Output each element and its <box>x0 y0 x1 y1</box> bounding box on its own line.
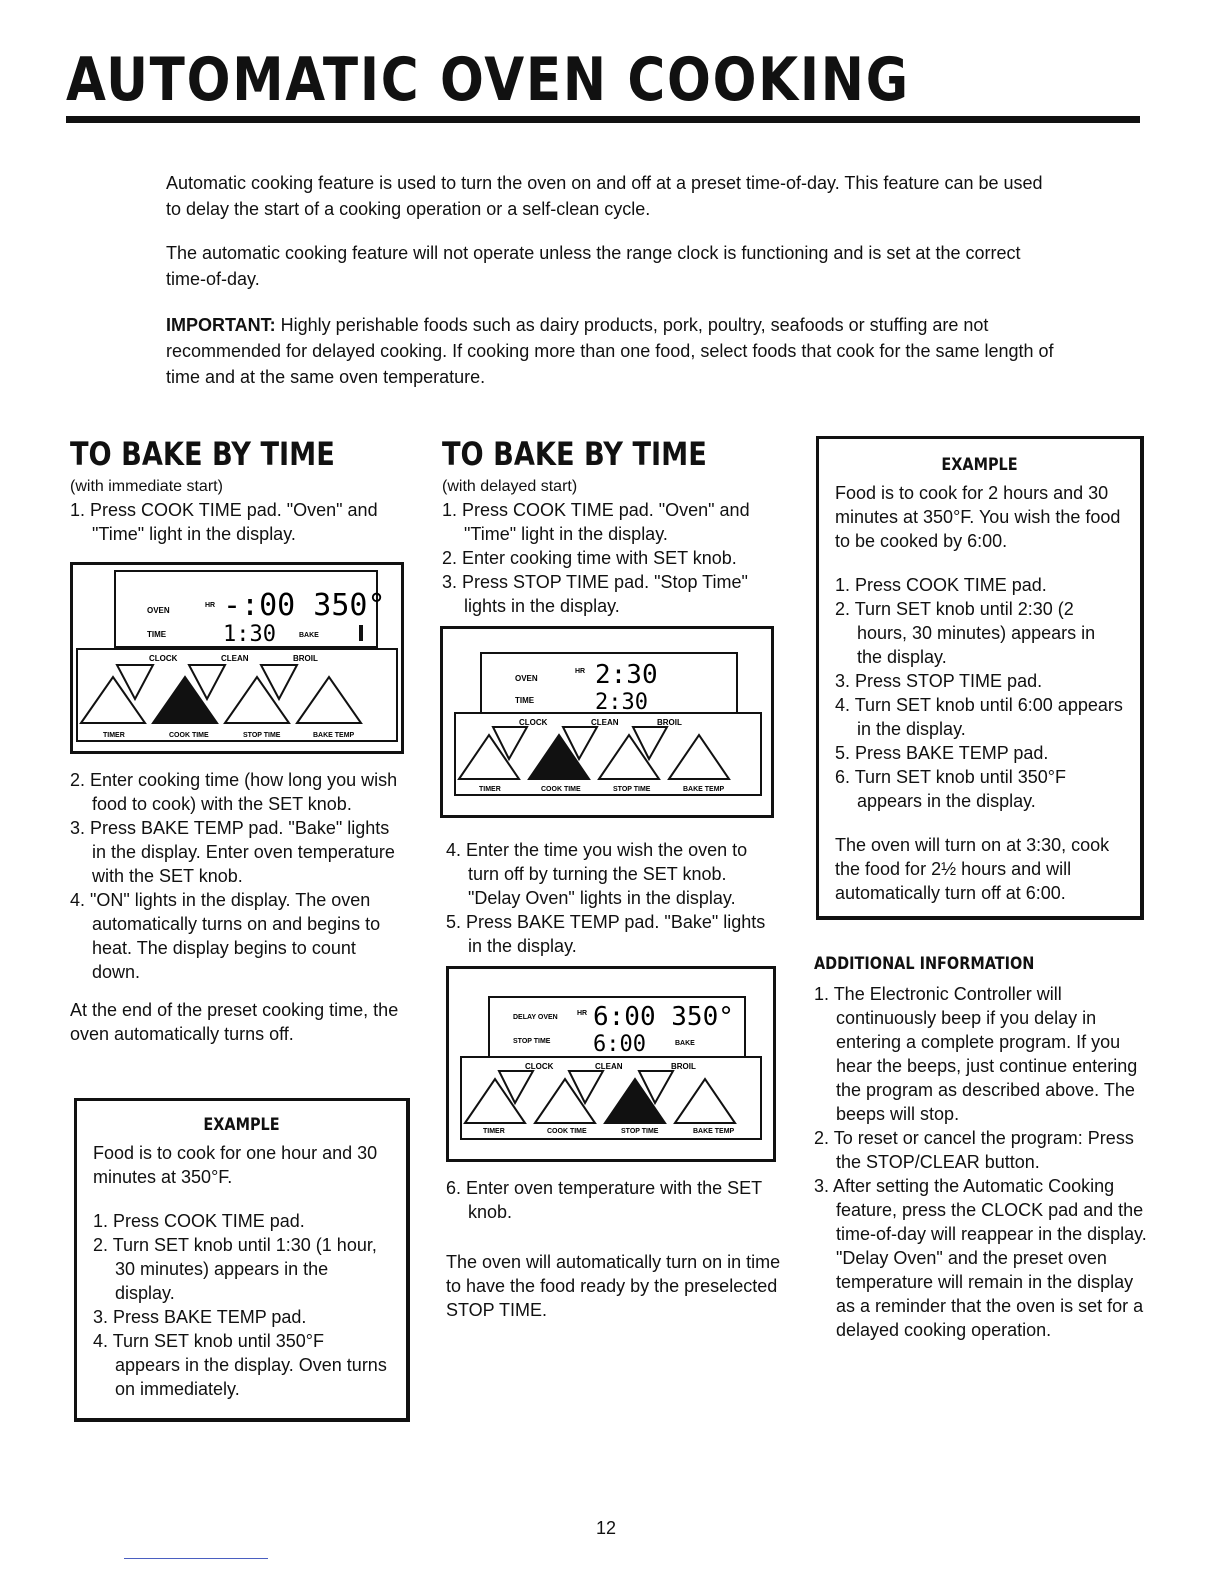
section-heading: TO BAKE BY TIME <box>442 435 707 473</box>
control-panel-graphic <box>73 565 401 751</box>
key-label-timer: TIMER <box>479 786 501 793</box>
control-panel-graphic <box>449 969 773 1159</box>
bake-label: BAKE <box>299 632 319 639</box>
status-time-label: TIME <box>515 696 535 705</box>
example-box-delayed <box>816 436 1144 920</box>
additional-item: 3. After setting the Automatic Cooking feature, press the CLOCK pad and the time-of-day will reappear in the display. "Delay Oven" and the preset oven temperature will remain in the display as a reminder that the oven is set for a delayed cooking operation. <box>814 1176 1147 1340</box>
display-digits-top: 6:00 350° <box>593 1002 734 1032</box>
key-label-broil: BROIL <box>657 718 682 727</box>
key-label-cook-time: COOK TIME <box>541 786 581 793</box>
control-panel-diagram-3 <box>446 966 776 1162</box>
display-digits-bottom: 2:30 <box>595 690 648 715</box>
step-item: 2. Enter cooking time (how long you wish food to cook) with the SET knob. <box>70 770 398 814</box>
footer-line <box>124 1558 268 1559</box>
key-label-bake-temp: BAKE TEMP <box>683 786 725 793</box>
closing-paragraph: At the end of the preset cooking time, the oven automatically turns off. <box>70 1000 399 1044</box>
step-item: 2. Enter cooking time with SET knob. <box>442 548 737 568</box>
example-box-immediate <box>74 1098 410 1422</box>
closing-paragraph: The oven will automatically turn on in time to have the food ready by the preselected STOP TIME. <box>446 1252 781 1320</box>
additional-heading: ADDITIONAL INFORMATION <box>814 954 1035 974</box>
example-step: 6. Turn SET knob until 350°F appears in the display. <box>835 767 1066 811</box>
example-step: 3. Press STOP TIME pad. <box>835 671 1043 691</box>
example-step: 1. Press COOK TIME pad. <box>93 1211 305 1231</box>
key-label-clock: CLOCK <box>525 1062 554 1071</box>
example-step: 3. Press BAKE TEMP pad. <box>93 1307 307 1327</box>
intro-paragraph-2: The automatic cooking feature will not operate unless the range clock is functioning and is set at the correct time-of-day. <box>166 243 1021 289</box>
hr-label: HR <box>575 668 586 675</box>
example-step: 4. Turn SET knob until 350°F appears in the display. Oven turns on immediately. <box>93 1331 387 1399</box>
additional-information <box>814 952 1148 1342</box>
additional-item: 2. To reset or cancel the program: Press the STOP/CLEAR button. <box>814 1128 1134 1172</box>
title-rule <box>66 116 1140 123</box>
page-number: 12 <box>596 1518 617 1538</box>
key-bake-temp <box>675 1079 735 1123</box>
step-item: 1. Press COOK TIME pad. "Oven" and "Time" light in the display. <box>442 500 750 544</box>
key-label-stop-time: STOP TIME <box>613 786 651 793</box>
status-oven-label: OVEN <box>515 674 538 683</box>
column-delayed-start <box>442 435 782 618</box>
display-indicator <box>359 625 363 641</box>
step-list <box>70 498 408 546</box>
key-label-clean: CLEAN <box>595 1062 623 1071</box>
control-panel-graphic <box>443 629 771 815</box>
example-step: 2. Turn SET knob until 1:30 (1 hour, 30 minutes) appears in the display. <box>93 1235 377 1303</box>
key-label-clean: CLEAN <box>221 654 249 663</box>
example-step: 2. Turn SET knob until 2:30 (2 hours, 30 minutes) appears in the display. <box>835 599 1096 667</box>
step-list <box>442 498 782 618</box>
step-item: 6. Enter oven temperature with the SET knob. <box>446 1178 762 1222</box>
example-step-list <box>93 1209 390 1401</box>
hr-label: HR <box>205 602 216 609</box>
key-label-clock: CLOCK <box>149 654 178 663</box>
key-label-stop-time: STOP TIME <box>243 732 281 739</box>
important-paragraph <box>166 312 1056 390</box>
example-heading: EXAMPLE <box>203 1115 280 1135</box>
column-immediate-start <box>70 435 408 546</box>
hr-label: HR <box>577 1010 588 1017</box>
page-title: AUTOMATIC OVEN COOKING <box>66 45 910 115</box>
key-label-clock: CLOCK <box>519 718 548 727</box>
example-intro: Food is to cook for one hour and 30 minutes at 350°F. <box>93 1143 378 1187</box>
example-closing: The oven will turn on at 3:30, cook the food for 2½ hours and will automatically turn off at 6:00. <box>835 835 1110 903</box>
section-heading: TO BAKE BY TIME <box>70 435 335 473</box>
key-label-cook-time: COOK TIME <box>169 732 209 739</box>
step-item: 3. Press BAKE TEMP pad. "Bake" lights in the display. Enter oven temperature with the SET knob. <box>70 818 395 886</box>
important-label: IMPORTANT: <box>166 315 276 335</box>
key-label-stop-time: STOP TIME <box>621 1128 659 1135</box>
status-time-label: TIME <box>147 630 167 639</box>
section-subheading: (with immediate start) <box>70 478 223 495</box>
example-step: 1. Press COOK TIME pad. <box>835 575 1047 595</box>
display-digits-bottom: 1:30 <box>223 622 276 647</box>
status-oven-label: OVEN <box>147 606 170 615</box>
key-bake-temp <box>297 677 361 723</box>
example-intro: Food is to cook for 2 hours and 30 minutes at 350°F. You wish the food to be cooked by 6:00. <box>835 483 1121 551</box>
display-digits-top: -:00 350° <box>223 588 386 623</box>
key-label-timer: TIMER <box>103 732 125 739</box>
control-panel-diagram-2 <box>440 626 774 818</box>
step-list <box>446 1176 782 1224</box>
key-label-bake-temp: BAKE TEMP <box>693 1128 735 1135</box>
key-label-timer: TIMER <box>483 1128 505 1135</box>
example-heading: EXAMPLE <box>941 455 1018 475</box>
example-step: 4. Turn SET knob until 6:00 appears in the display. <box>835 695 1123 739</box>
step-item: 3. Press STOP TIME pad. "Stop Time" lights in the display. <box>442 572 748 616</box>
status-stop-time-label: STOP TIME <box>513 1038 551 1045</box>
section-subheading: (with delayed start) <box>442 478 578 495</box>
step-item: 5. Press BAKE TEMP pad. "Bake" lights in the display. <box>446 912 766 956</box>
key-bake-temp <box>669 735 729 779</box>
additional-list <box>814 982 1148 1342</box>
step-list <box>446 838 780 958</box>
step-item: 1. Press COOK TIME pad. "Oven" and "Time" light in the display. <box>70 500 378 544</box>
key-label-broil: BROIL <box>671 1062 696 1071</box>
display-digits-bottom: 6:00 <box>593 1032 646 1057</box>
bake-label: BAKE <box>675 1040 695 1047</box>
step-item: 4. "ON" lights in the display. The oven automatically turns on and begins to heat. The display begins to count down. <box>70 890 381 982</box>
column-delayed-start-continued <box>446 838 780 958</box>
example-step-list <box>835 573 1124 813</box>
key-label-broil: BROIL <box>293 654 318 663</box>
column-immediate-start-continued <box>70 768 408 1046</box>
step-list <box>70 768 408 984</box>
status-delay-oven-label: DELAY OVEN <box>513 1014 558 1021</box>
key-label-clean: CLEAN <box>591 718 619 727</box>
column-delayed-start-final <box>446 1176 782 1322</box>
intro-paragraph-1: Automatic cooking feature is used to turn the oven on and off at a preset time-of-day. This feature can be used to delay the start of a cooking operation or a self-clean cycle. <box>166 173 1043 219</box>
control-panel-diagram-1 <box>70 562 404 754</box>
example-step: 5. Press BAKE TEMP pad. <box>835 743 1049 763</box>
additional-item: 1. The Electronic Controller will continuously beep if you delay in entering a complete program. If you hear the beeps, just continue entering the program as described above. The beeps will stop. <box>814 984 1138 1124</box>
important-text: Highly perishable foods such as dairy products, pork, poultry, seafoods or stuffing are not recommended for delayed cooking. If cooking more than one food, select foods that cook for the same length of time and at the same oven temperature. <box>166 315 1054 387</box>
key-label-cook-time: COOK TIME <box>547 1128 587 1135</box>
key-label-bake-temp: BAKE TEMP <box>313 732 355 739</box>
display-digits-top: 2:30 <box>595 660 658 690</box>
step-item: 4. Enter the time you wish the oven to turn off by turning the SET knob. "Delay Oven" lights in the display. <box>446 840 748 908</box>
